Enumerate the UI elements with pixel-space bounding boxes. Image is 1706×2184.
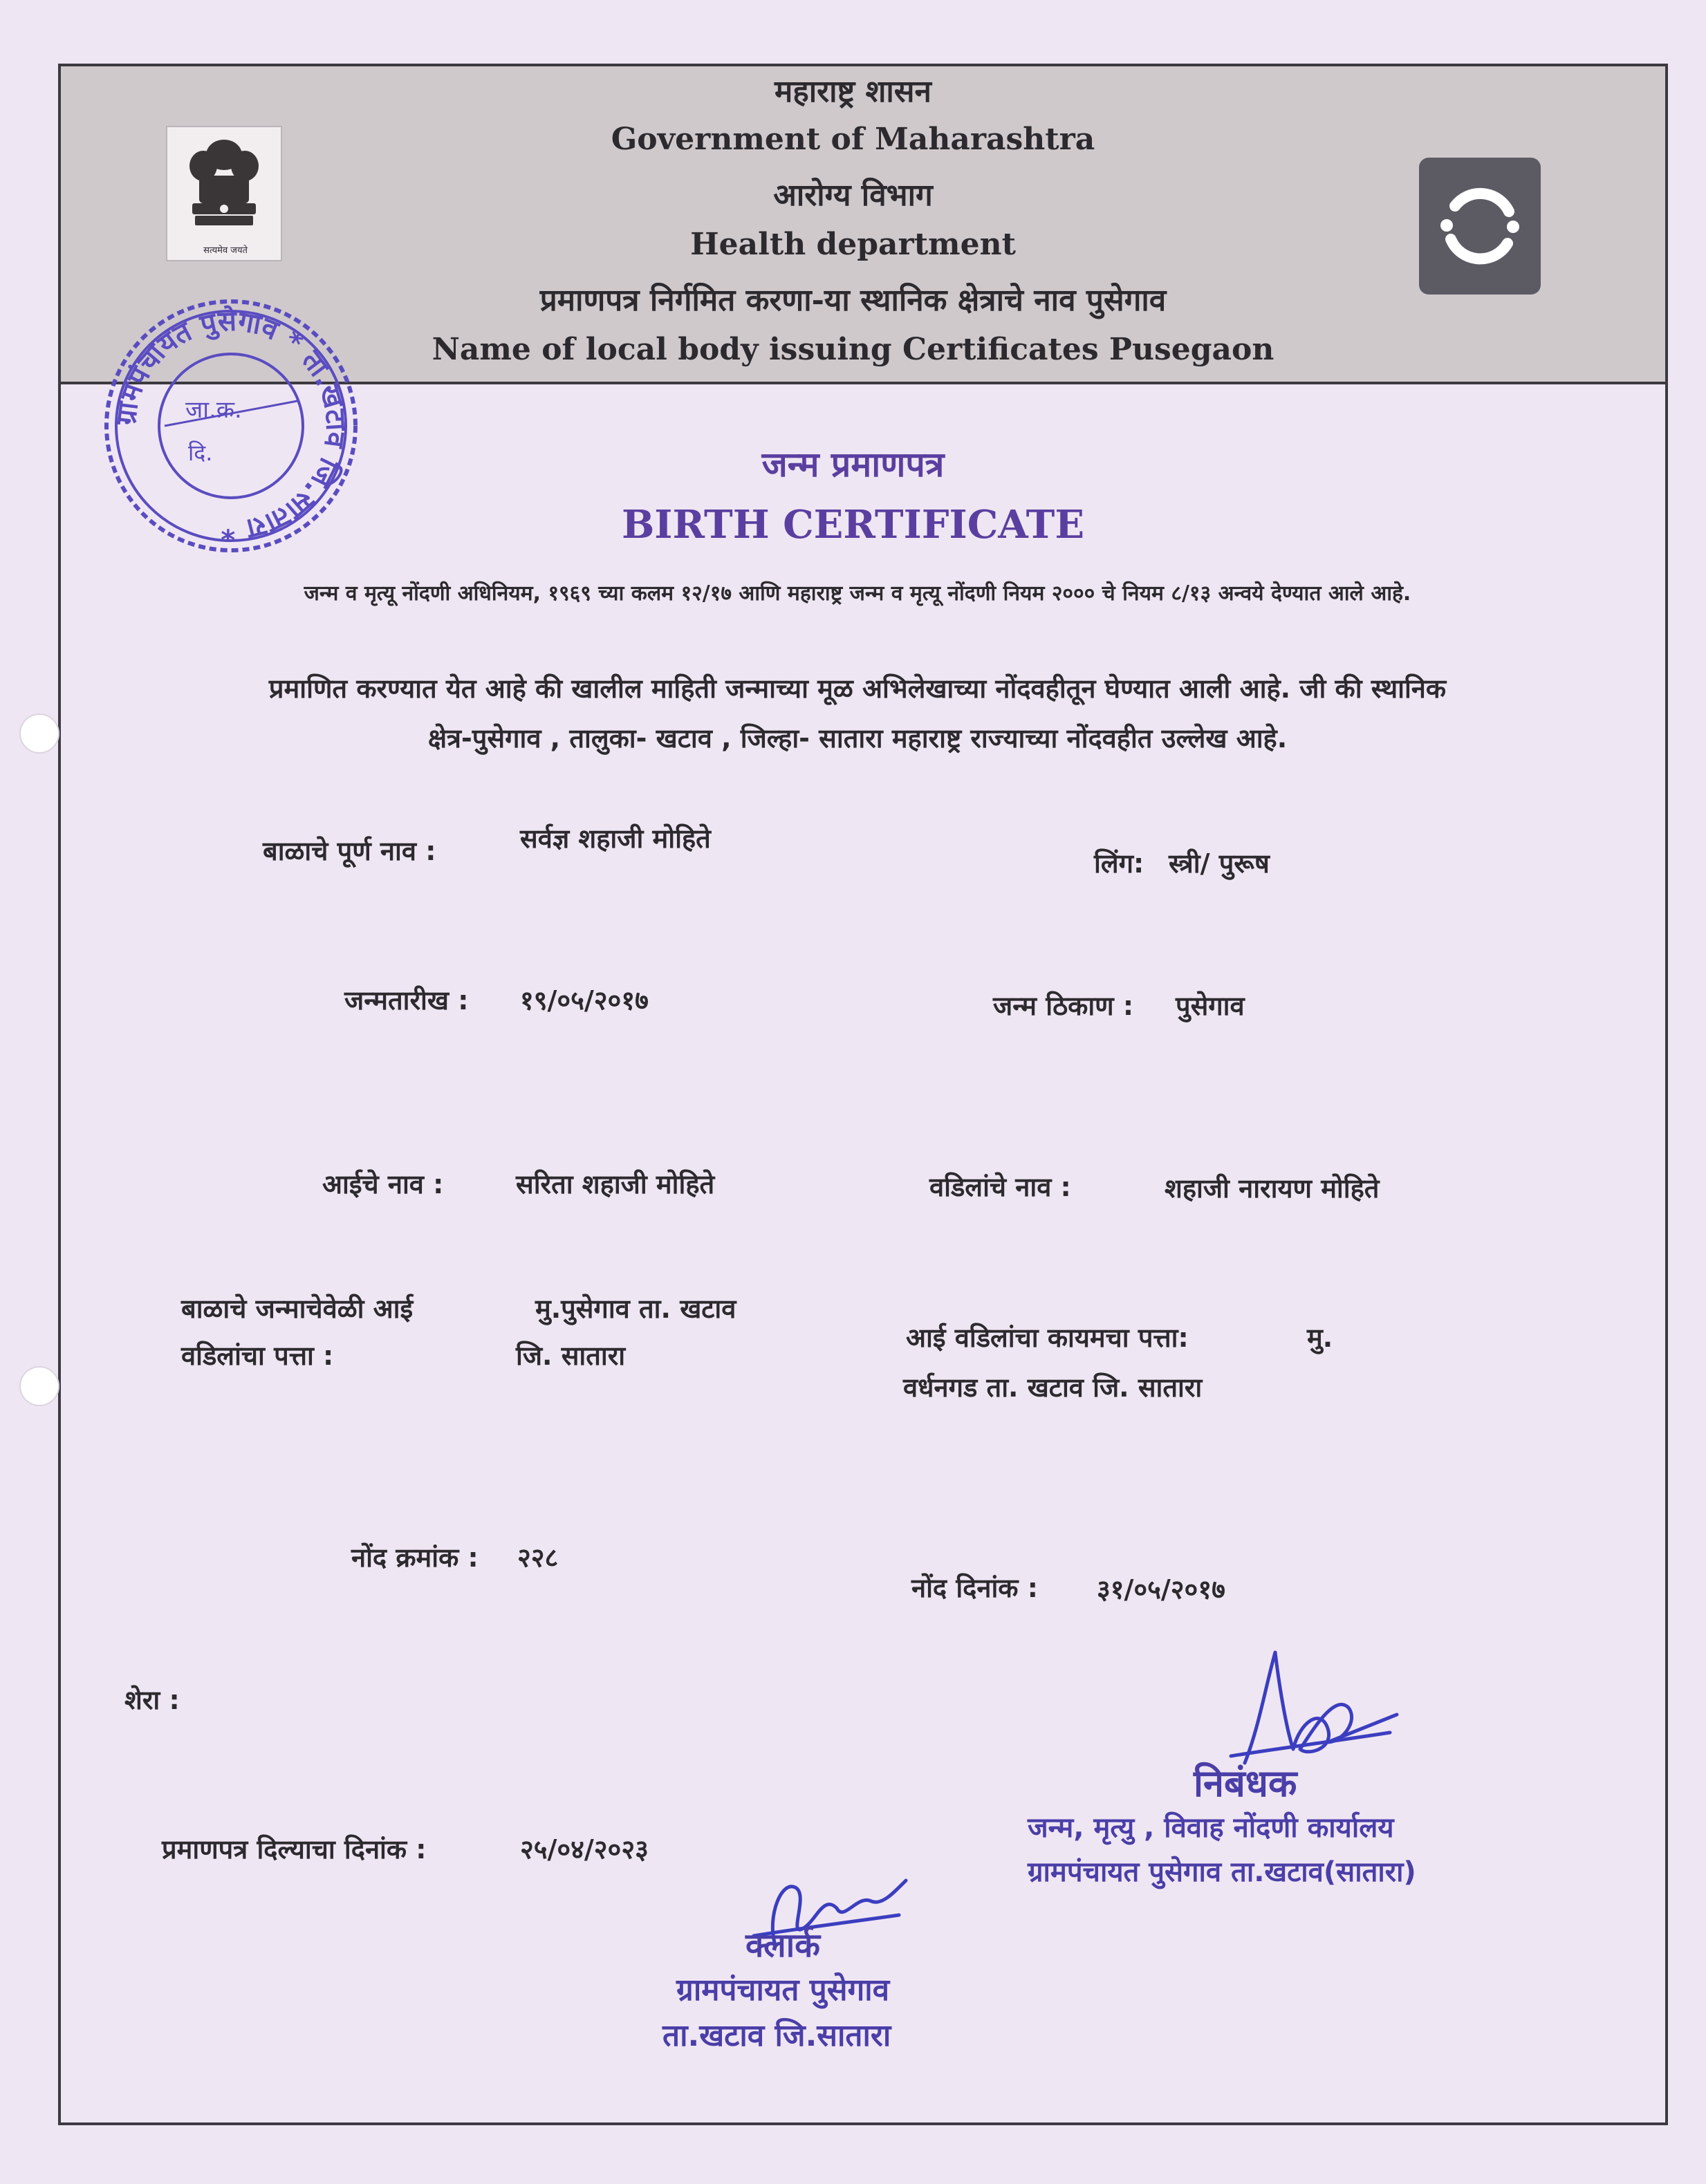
gender-label: लिंग: [1094, 848, 1144, 879]
birth-place-value: पुसेगाव [1176, 991, 1245, 1021]
certification-line-2: क्षेत्र-पुसेगाव , तालुका- खटाव , जिल्हा- सातारा महाराष्ट्र राज्याच्या नोंदवहीत उल्लेख आहे. [427, 723, 1288, 754]
mother-name-label: आईचे नाव : [322, 1169, 444, 1200]
permanent-address-label: आई वडिलांचा कायमचा पत्ता: [906, 1323, 1189, 1353]
issue-date-label: प्रमाणपत्र दिल्याचा दिनांक : [162, 1834, 427, 1865]
registrar-title: निबंधक [1194, 1762, 1297, 1805]
birth-address-value-line1: मु.पुसेगाव ता. खटाव [535, 1294, 736, 1324]
registrar-office-line2: ग्रामपंचायत पुसेगाव ता.खटाव(सातारा) [1028, 1856, 1416, 1888]
header-government-en: Government of Maharashtra [611, 122, 1095, 157]
header-state-mr: महाराष्ट्र शासन [775, 74, 931, 109]
dob-value: १९/०५/२०१७ [520, 985, 649, 1016]
certification-line-1: प्रमाणित करण्यात येत आहे की खालील माहिती जन्माच्या मूळ अभिलेखाच्या नोंदवहीतून घेण्यात आली आहे. जी की स्थानिक [268, 673, 1447, 704]
permanent-address-value-line1: मु. [1307, 1323, 1333, 1353]
registration-date-value: ३१/०५/२०१७ [1097, 1574, 1225, 1605]
clerk-title: क्लार्क [745, 1926, 821, 1965]
title-english: BIRTH CERTIFICATE [621, 502, 1085, 548]
seal-ref-label: जा.क्र. [185, 396, 242, 424]
seal-date-label: दि. [188, 440, 213, 466]
permanent-address-value-line2: वर्धनगड ता. खटाव जि. सातारा [903, 1372, 1203, 1403]
header-department-en: Health department [690, 227, 1016, 262]
registration-number-label: नोंद क्रमांक : [351, 1542, 479, 1573]
birth-address-label-line1: बाळाचे जन्माचेवेळी आई [181, 1294, 414, 1324]
registration-date-label: नोंद दिनांक : [911, 1573, 1038, 1603]
child-name-value: सर्वज्ञ शहाजी मोहिते [520, 823, 711, 854]
birth-address-value-line2: जि. सातारा [516, 1341, 626, 1371]
punch-hole [19, 1366, 59, 1406]
father-name-value: शहाजी नारायण मोहिते [1165, 1173, 1380, 1204]
act-reference: जन्म व मृत्यू नोंदणी अधिनियम, १९६९ च्या कलम १२/१७ आणि महाराष्ट्र जन्म व मृत्यू नोंदणी नियम २००० चे नियम ८/१३ अन्वये देण्यात आले आहे. [304, 581, 1411, 606]
gender-value: स्त्री/ पुरूष [1169, 848, 1270, 879]
birth-address-label-line2: वडिलांचा पत्ता : [181, 1341, 334, 1371]
registrar-office-line1: जन्म, मृत्यु , विवाह नोंदणी कार्यालय [1028, 1812, 1394, 1844]
clerk-office-line2: ता.खटाव जि.सातारा [662, 2018, 891, 2053]
punch-hole [19, 713, 59, 754]
national-emblem-icon [166, 126, 282, 261]
digital-logo-icon [1419, 158, 1541, 295]
mother-name-value: सरिता शहाजी मोहिते [516, 1169, 715, 1200]
registration-number-value: २२८ [517, 1542, 559, 1573]
header-department-mr: आरोग्य विभाग [773, 178, 933, 213]
dob-label: जन्मतारीख : [344, 985, 469, 1016]
title-marathi: जन्म प्रमाणपत्र [761, 444, 945, 485]
seal-ring-text: ग्रामपंचायत पुसेगाव * ता.खटाव जि.सातारा * [110, 305, 352, 547]
emblem-motto: सत्यमेव जयते [203, 245, 248, 256]
header-local-body-mr: प्रमाणपत्र निर्गमित करणा-या स्थानिक क्षेत्राचे नाव पुसेगाव [539, 283, 1167, 318]
child-name-label: बाळाचे पूर्ण नाव : [263, 836, 436, 866]
birth-place-label: जन्म ठिकाण : [993, 991, 1134, 1021]
certification-paragraph [124, 664, 1591, 763]
remarks-label: शेरा : [124, 1685, 180, 1715]
header-local-body-en: Name of local body issuing Certificates Pusegaon [432, 332, 1274, 367]
issue-date-value: २५/०४/२०२३ [520, 1834, 649, 1865]
father-name-label: वडिलांचे नाव : [929, 1172, 1071, 1202]
clerk-office-line1: ग्रामपंचायत पुसेगाव [676, 1972, 890, 2008]
